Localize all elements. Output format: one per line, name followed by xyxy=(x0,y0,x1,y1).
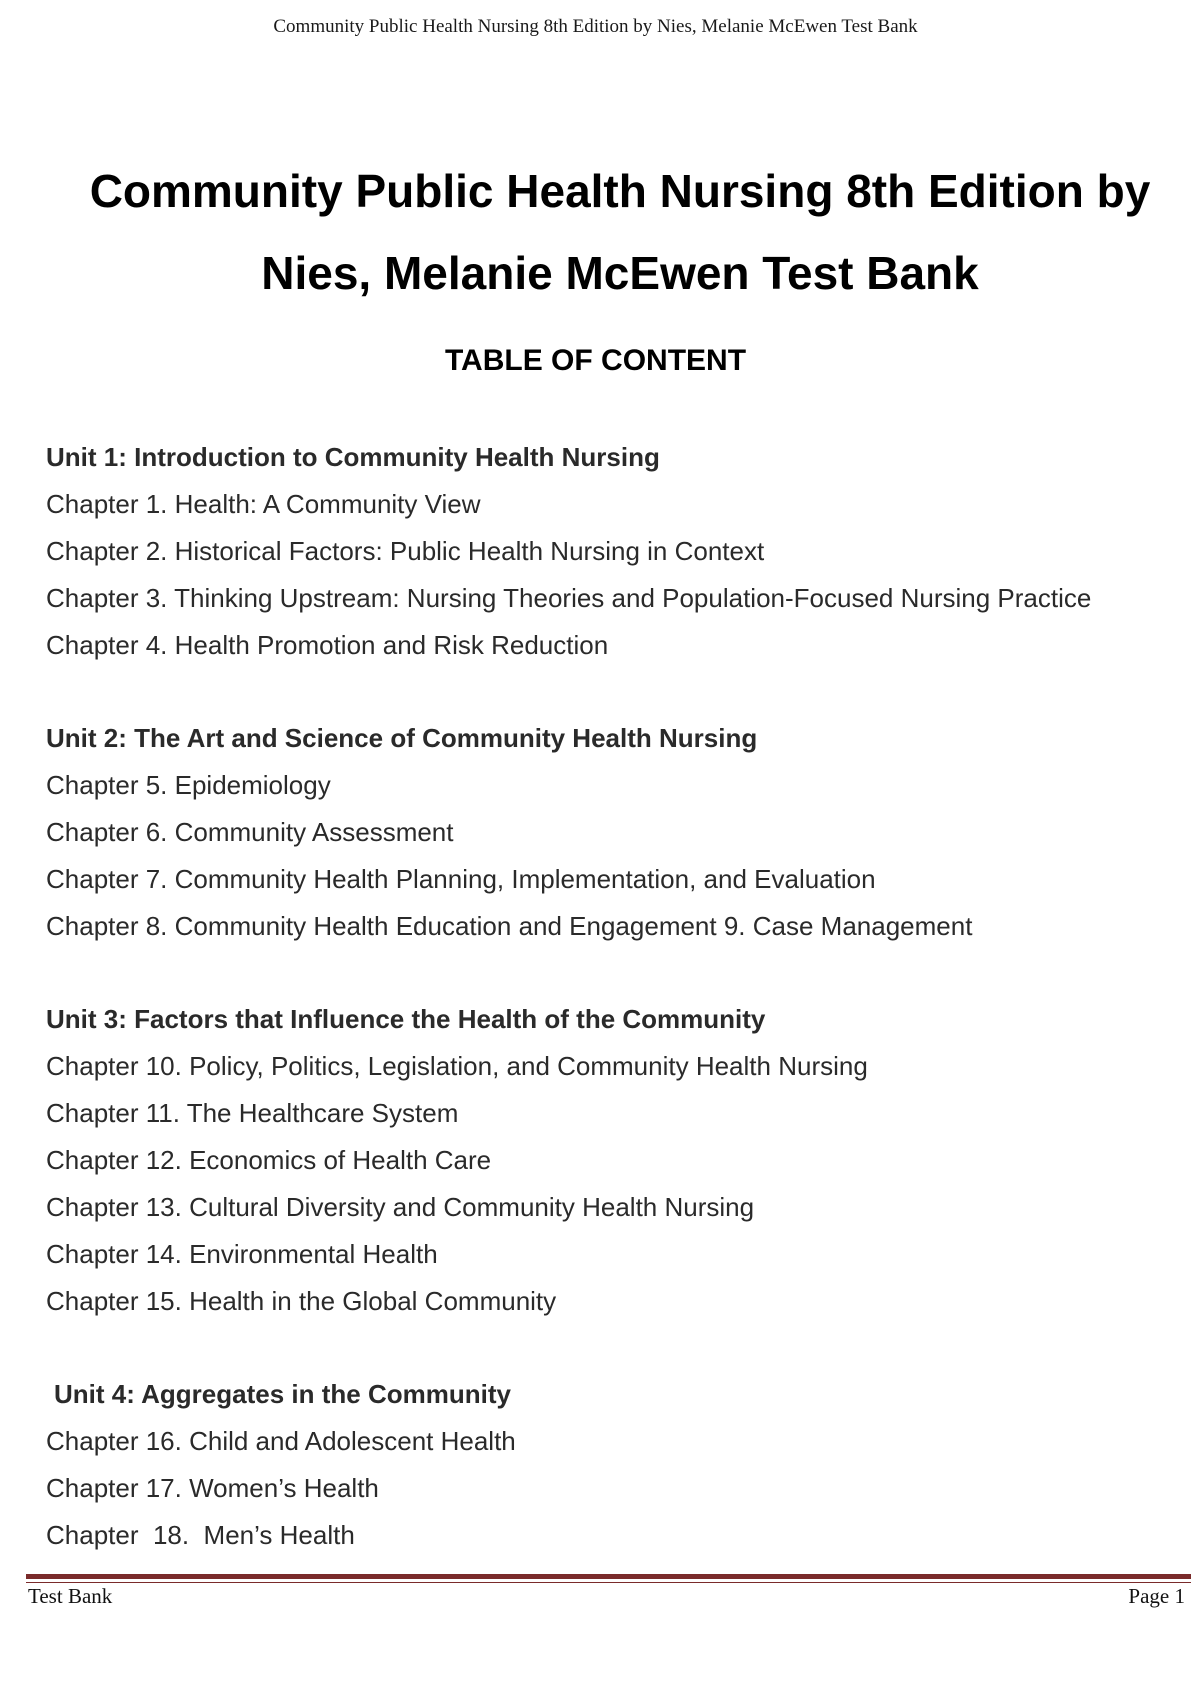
chapter-item: Chapter 8. Community Health Education and Engagement 9. Case Management xyxy=(46,911,973,941)
document-title xyxy=(40,150,1191,314)
chapter-item: Chapter 5. Epidemiology xyxy=(46,770,331,800)
chapter-item: Chapter 10. Policy, Politics, Legislation, and Community Health Nursing xyxy=(46,1051,868,1081)
chapter-item: Chapter 16. Child and Adolescent Health xyxy=(46,1426,516,1456)
chapter-item: Chapter 1. Health: A Community View xyxy=(46,489,481,519)
unit-3 xyxy=(46,996,1166,1325)
chapter-item: Chapter 18. Men’s Health xyxy=(46,1520,355,1550)
chapter-item: Chapter 15. Health in the Global Community xyxy=(46,1286,557,1316)
page-number: Page 1 xyxy=(1128,1584,1185,1608)
chapter-item: Chapter 13. Cultural Diversity and Community Health Nursing xyxy=(46,1192,755,1222)
unit-title: Unit 3: Factors that Influence the Health of the Community xyxy=(46,1004,766,1034)
chapter-item: Chapter 11. The Healthcare System xyxy=(46,1098,459,1128)
chapter-item: Chapter 7. Community Health Planning, Implementation, and Evaluation xyxy=(46,864,876,894)
document-title-line-1: Community Public Health Nursing 8th Edition by xyxy=(89,165,1151,217)
running-header: Community Public Health Nursing 8th Edition by Nies, Melanie McEwen Test Bank xyxy=(273,16,918,37)
unit-title: Unit 2: The Art and Science of Community Health Nursing xyxy=(46,723,758,753)
chapter-item: Chapter 6. Community Assessment xyxy=(46,817,454,847)
chapter-item: Chapter 3. Thinking Upstream: Nursing Theories and Population-Focused Nursing Practice xyxy=(46,583,1092,613)
footer-label: Test Bank xyxy=(28,1584,113,1608)
unit-title: Unit 4: Aggregates in the Community xyxy=(54,1379,511,1409)
chapter-item: Chapter 12. Economics of Health Care xyxy=(46,1145,492,1175)
unit-2 xyxy=(46,715,1166,950)
unit-1 xyxy=(46,434,1166,669)
unit-4 xyxy=(46,1371,1166,1559)
chapter-item: Chapter 4. Health Promotion and Risk Reduction xyxy=(46,630,609,660)
document-title-line-2: Nies, Melanie McEwen Test Bank xyxy=(261,247,979,299)
table-of-contents xyxy=(46,434,1166,1605)
footer-divider-thin xyxy=(26,1582,1191,1583)
toc-heading: TABLE OF CONTENT xyxy=(444,344,747,377)
chapter-item: Chapter 2. Historical Factors: Public Health Nursing in Context xyxy=(46,536,765,566)
footer-divider xyxy=(26,1574,1191,1579)
unit-title: Unit 1: Introduction to Community Health Nursing xyxy=(46,442,660,472)
chapter-item: Chapter 17. Women’s Health xyxy=(46,1473,379,1503)
chapter-item: Chapter 14. Environmental Health xyxy=(46,1239,438,1269)
